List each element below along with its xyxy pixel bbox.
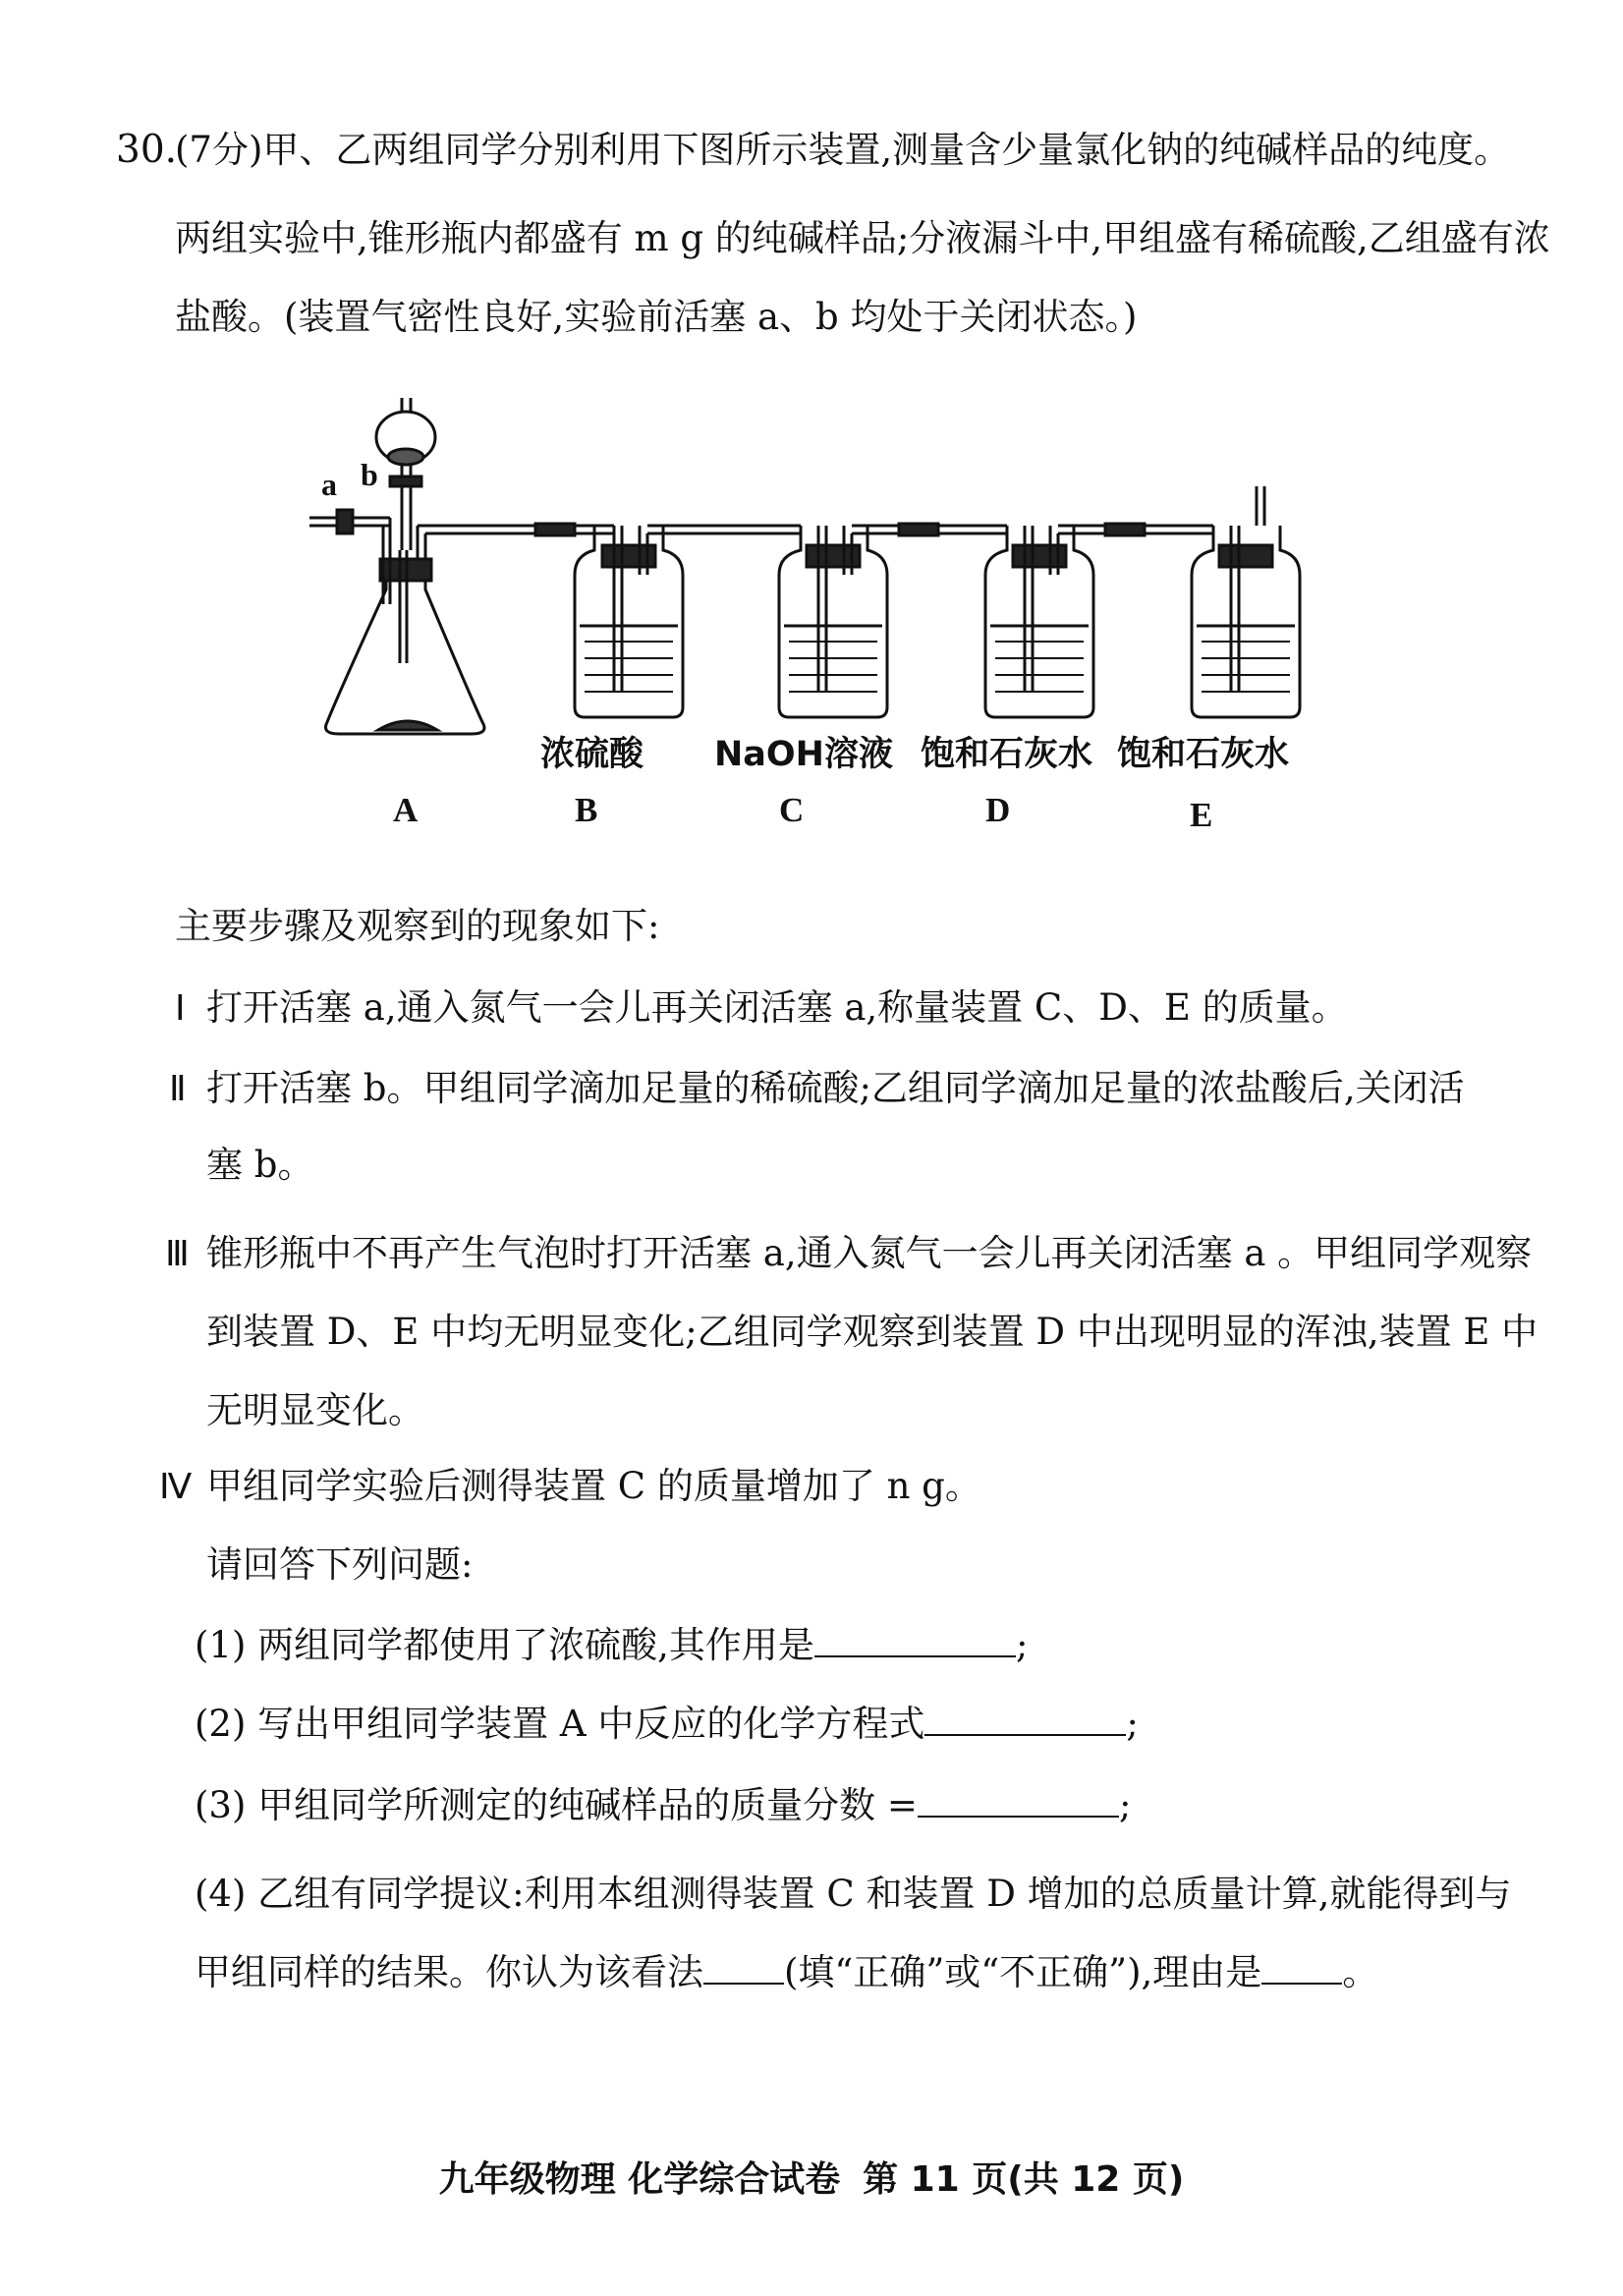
sub-question-1-end: ;	[1015, 1624, 1029, 1666]
bottle-b	[575, 526, 683, 717]
answer-blank-4a[interactable]	[703, 1953, 784, 1985]
sub-question-4-text-a: 甲组同样的结果。你认为该看法	[195, 1951, 703, 1993]
sub-question-2-text: (2) 写出甲组同学装置 A 中反应的化学方程式	[195, 1703, 925, 1745]
apparatus-label-a: A	[393, 791, 419, 829]
sub-question-3-end: ;	[1118, 1784, 1132, 1826]
reagent-e: 饱和石灰水	[1117, 735, 1290, 774]
step-3-mark: Ⅲ	[165, 1234, 190, 1273]
sub-question-4-end: 。	[1342, 1951, 1379, 1993]
apparatus-label-d: D	[985, 791, 1011, 829]
sub-question-3	[195, 1783, 1131, 1828]
steps-heading: 主要步骤及观察到的现象如下:	[175, 905, 660, 947]
sub-question-1-text: (1) 两组同学都使用了浓硫酸,其作用是	[195, 1624, 814, 1666]
sub-question-4-line-1: (4) 乙组有同学提议:利用本组测得装置 C 和装置 D 增加的总质量计算,就能得到与	[195, 1873, 1512, 1915]
bottle-c	[779, 526, 887, 717]
footer-title: 九年级物理 化学综合试卷	[438, 2159, 841, 2200]
step-1-mark: Ⅰ	[175, 988, 186, 1028]
step-1-text: 打开活塞 a,通入氮气一会儿再关闭活塞 a,称量装置 C、D、E 的质量。	[206, 986, 1348, 1029]
step-3-line-2: 到装置 D、E 中均无明显变化;乙组同学观察到装置 D 中出现明显的浑浊,装置 E 中	[206, 1311, 1539, 1353]
valve-b-label: b	[361, 457, 378, 492]
apparatus-label-c: C	[779, 791, 805, 829]
answer-blank-4b[interactable]	[1261, 1953, 1342, 1985]
step-2-line-2: 塞 b。	[206, 1144, 314, 1186]
step-3-line-1: 锥形瓶中不再产生气泡时打开活塞 a,通入氮气一会儿再关闭活塞 a 。甲组同学观察	[206, 1232, 1533, 1274]
sub-question-4-line-2	[195, 1950, 1378, 1995]
page-footer	[0, 2152, 1623, 2202]
step-4-mark: Ⅳ	[159, 1467, 193, 1506]
sub-question-3-text: (3) 甲组同学所测定的纯碱样品的质量分数 =	[195, 1784, 918, 1826]
conical-flask	[326, 575, 484, 734]
apparatus-label-b: B	[575, 791, 598, 829]
valve-a-body	[337, 510, 353, 533]
sub-question-2-end: ;	[1126, 1703, 1139, 1745]
step-4-text: 甲组同学实验后测得装置 C 的质量增加了 n g。	[206, 1465, 981, 1507]
question-intro-line-3: 盐酸。(装置气密性良好,实验前活塞 a、b 均处于关闭状态。)	[175, 296, 1138, 338]
answer-blank-3[interactable]	[918, 1786, 1119, 1818]
apparatus-label-e: E	[1190, 796, 1213, 834]
question-number: 30.	[116, 128, 178, 172]
sub-question-4-text-b: (填“正确”或“不正确”),理由是	[784, 1951, 1262, 1993]
answer-blank-2[interactable]	[924, 1705, 1126, 1736]
questions-heading: 请回答下列问题:	[206, 1543, 474, 1586]
step-3-line-3: 无明显变化。	[206, 1389, 424, 1431]
footer-page-number: 第 11 页(共 12 页)	[863, 2159, 1185, 2200]
reagent-b: 浓硫酸	[540, 735, 644, 774]
reagent-d: 饱和石灰水	[921, 735, 1093, 774]
sub-question-2	[195, 1702, 1139, 1747]
question-intro-line-1: (7分)甲、乙两组同学分别利用下图所示装置,测量含少量氯化钠的纯碱样品的纯度。	[175, 129, 1511, 171]
sub-question-1	[195, 1623, 1028, 1668]
apparatus-diagram	[309, 378, 1341, 844]
sample-pile	[378, 721, 437, 730]
answer-blank-1[interactable]	[814, 1626, 1016, 1657]
question-intro-line-2: 两组实验中,锥形瓶内都盛有 m g 的纯碱样品;分液漏斗中,甲组盛有稀硫酸,乙组盛有浓	[175, 217, 1550, 259]
valve-a-label: a	[321, 467, 337, 502]
step-2-line-1: 打开活塞 b。甲组同学滴加足量的稀硫酸;乙组同学滴加足量的浓盐酸后,关闭活	[206, 1067, 1465, 1109]
step-2-mark: Ⅱ	[169, 1069, 187, 1108]
reagent-c: NaOH溶液	[714, 735, 893, 774]
valve-b-body	[390, 476, 421, 486]
bottle-d	[985, 526, 1093, 717]
bottle-e	[1192, 486, 1300, 717]
